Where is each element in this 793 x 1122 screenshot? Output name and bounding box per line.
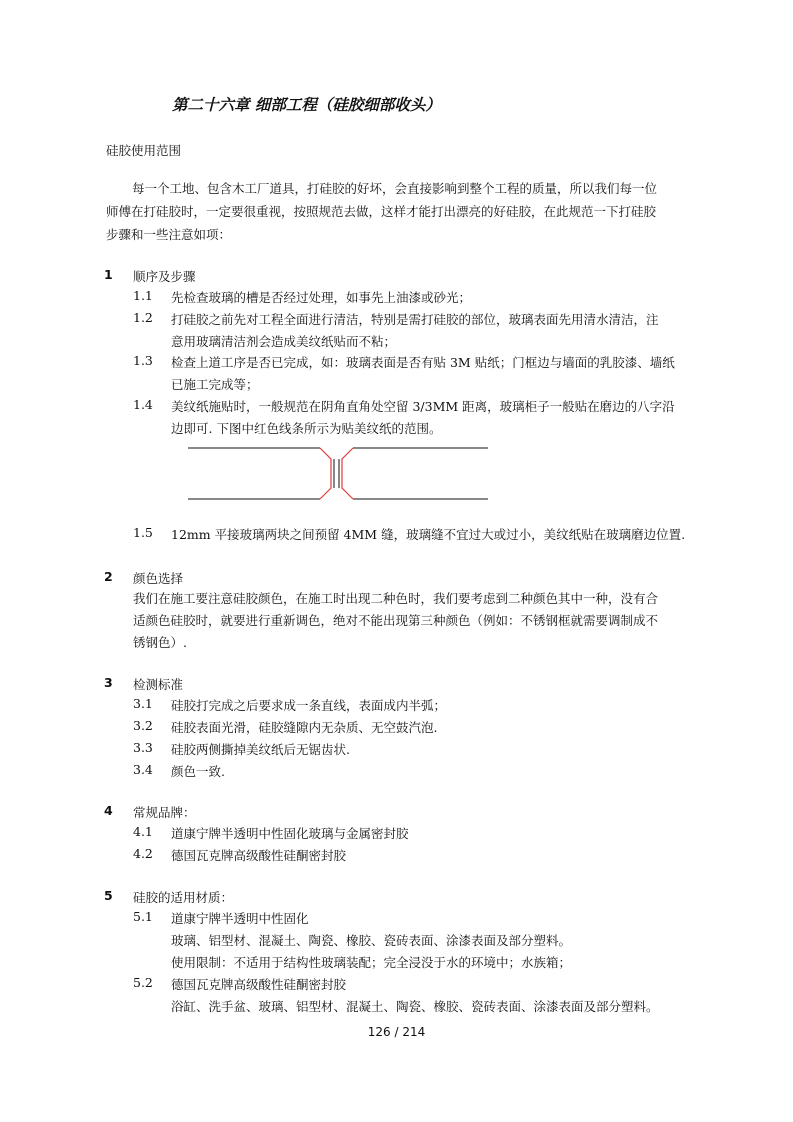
item-number: 1.3 — [133, 353, 153, 368]
intro-line-2: 师傅在打硅胶时，一定要很重视，按照规范去做，这样才能打出漂亮的好硅胶，在此规范一下打硅胶 — [106, 204, 657, 219]
item-text: 德国瓦克牌高级酸性硅酮密封胶 — [171, 848, 347, 863]
section-number: 5 — [104, 888, 113, 903]
section-para-line: 我们在施工要注意硅胶颜色，在施工时出现二种色时，我们要考虑到二种颜色其中一种，没有合 — [133, 591, 659, 606]
item-number: 1.1 — [133, 288, 153, 303]
right-glass-pane — [339, 448, 488, 499]
item-text: 美纹纸施贴时，一般规范在阴角直角处空留 3/3MM 距离，玻璃柜子一般贴在磨边的八字沿 — [171, 399, 675, 414]
item-number: 1.2 — [133, 310, 153, 325]
chapter-title: 第二十六章 细部工程（硅胶细部收头） — [172, 95, 441, 114]
item-number: 3.1 — [133, 696, 153, 711]
item-text: 硅胶打完成之后要求成一条直线，表面成内半弧； — [171, 698, 447, 713]
item-number: 3.4 — [133, 762, 153, 777]
section-title: 顺序及步骤 — [133, 269, 196, 284]
section-title: 颜色选择 — [133, 571, 184, 586]
item-number: 5.1 — [133, 909, 153, 924]
section-number: 2 — [104, 569, 113, 584]
section-title: 常规品牌： — [133, 805, 196, 820]
section-number: 4 — [104, 803, 113, 818]
item-number: 1.4 — [133, 397, 153, 412]
glass-joint-diagram — [185, 443, 495, 505]
right-tape-line — [342, 448, 353, 499]
item-text: 硅胶两侧撕掉美纹纸后无锯齿状. — [171, 742, 350, 757]
left-tape-line — [320, 448, 331, 499]
item-number: 4.1 — [133, 824, 153, 839]
item-text: 硅胶表面光滑，硅胶缝隙内无杂质、无空鼓汽泡. — [171, 720, 438, 735]
item-text: 检查上道工序是否已完成，如：玻璃表面是否有贴 3M 贴纸；门框边与墙面的乳胶漆、墙纸 — [171, 355, 675, 370]
scope-heading: 硅胶使用范围 — [106, 143, 182, 158]
item-text: 道康宁牌半透明中性固化玻璃与金属密封胶 — [171, 826, 409, 841]
section-title: 硅胶的适用材质： — [133, 890, 234, 905]
section-para-line: 锈钢色）. — [133, 635, 187, 650]
item-text: 颜色一致. — [171, 764, 225, 779]
intro-line-3: 步骤和一些注意如项： — [106, 227, 232, 242]
intro-line-1: 每一个工地、包含木工厂道具，打硅胶的好坏，会直接影响到整个工程的质量，所以我们每一位 — [132, 181, 658, 196]
item-text: 道康宁牌半透明中性固化 — [171, 911, 309, 926]
section-number: 1 — [104, 267, 113, 282]
item-text: 打硅胶之前先对工程全面进行清洁，特别是需打硅胶的部位，玻璃表面先用清水清洁，注 — [171, 312, 659, 327]
item-text: 已施工完成等； — [171, 377, 259, 392]
item-number: 4.2 — [133, 846, 153, 861]
item-number: 3.3 — [133, 740, 153, 755]
item-text: 12mm 平接玻璃两块之间预留 4MM 缝，玻璃缝不宜过大或过小，美纹纸贴在玻璃磨边位置. — [171, 527, 686, 542]
item-number: 5.2 — [133, 975, 153, 990]
page-number: 126 / 214 — [367, 1025, 426, 1039]
item-text: 使用限制：不适用于结构性玻璃装配；完全浸没于水的环境中；水族箱； — [171, 955, 572, 970]
item-text: 玻璃、铝型材、混凝土、陶瓷、橡胶、瓷砖表面、涂漆表面及部分塑料。 — [171, 933, 572, 948]
item-text: 德国瓦克牌高级酸性硅酮密封胶 — [171, 977, 347, 992]
section-para-line: 适颜色硅胶时，就要进行重新调色，绝对不能出现第三种颜色（例如：不锈钢框就需要调制成不 — [133, 613, 659, 628]
item-text: 意用玻璃清洁剂会造成美纹纸贴而不粘； — [171, 334, 397, 349]
item-text: 浴缸、洗手盆、玻璃、铝型材、混凝土、陶瓷、橡胶、瓷砖表面、涂漆表面及部分塑料。 — [171, 999, 659, 1014]
section-number: 3 — [104, 675, 113, 690]
item-text: 边即可. 下图中红色线条所示为贴美纹纸的范围。 — [171, 421, 442, 436]
item-number: 1.5 — [133, 525, 153, 540]
item-number: 3.2 — [133, 718, 153, 733]
item-text: 先检查玻璃的槽是否经过处理，如事先上油漆或砂光； — [171, 290, 472, 305]
left-glass-pane — [188, 448, 334, 499]
section-title: 检测标准 — [133, 677, 184, 692]
